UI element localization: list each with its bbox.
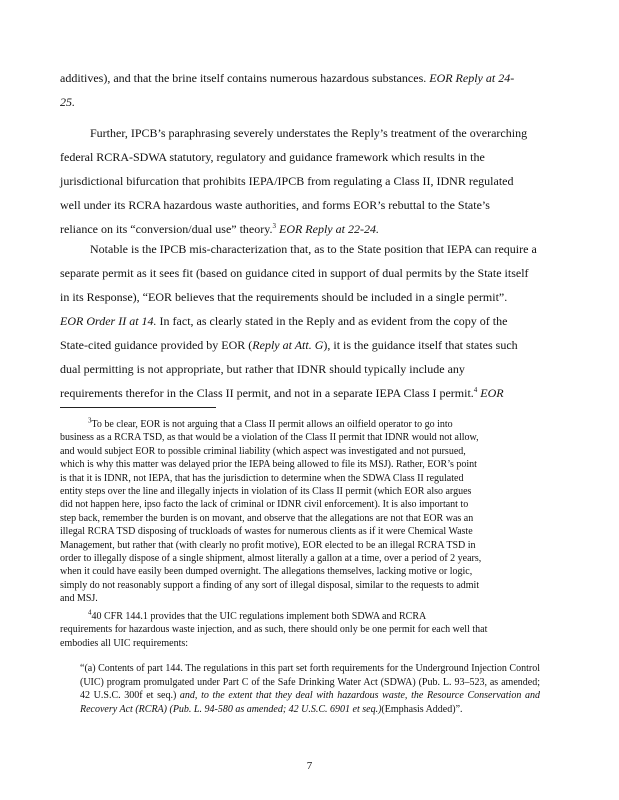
footnote-line: and would subject EOR to possible criminal liability (which aspect was investigated and not pursued, (60, 445, 466, 457)
text-line: requirements therefor in the Class II permit, and not in a separate IEPA Class I permit. (60, 386, 474, 400)
footnote-line: entity steps over the line and illegally injects in violation of its Class II permit (which EOR also argues (60, 486, 472, 498)
paragraph-framework (60, 121, 560, 241)
footnote-line: Management, but rather that (with clearly no profit motive), EOR elected to be an illegal RCRA TSD in (60, 539, 476, 551)
citation: 25. (60, 95, 75, 109)
regulation-quote (80, 662, 540, 716)
footnote-4 (60, 610, 560, 650)
footnote-line: and MSJ. (60, 593, 98, 605)
paragraph-mischaracterization (60, 237, 560, 405)
text-line: additives), and that the brine itself contains numerous hazardous substances. (60, 71, 427, 85)
quote-text: “(a) Contents of part 144. The regulations in this part set forth requirements for the Underground Injection Control (UIC) program promulgated under Part C of the Safe Drinking Water Act (SDWA) (Pub. L. 93–523, as amended; 42 U.S.C. 300f et seq.) (80, 663, 540, 702)
footnote-line: order to illegally dispose of a single shipment, almost literally a gallon at a time, over a period of 2 years, (60, 553, 482, 565)
footnote-ref: 4 (473, 386, 478, 394)
paragraph-continuation (60, 66, 560, 114)
footnote-line: simply do not reasonably support a finding of any sort of illegal disposal, similar to the requests to admit (60, 579, 480, 591)
citation: EOR Reply at 24- (429, 71, 515, 85)
quote-text: (Emphasis Added)”. (381, 703, 463, 715)
footnote-line: illegal RCRA TSD disposing of truckloads of wastes for numerous clients as if it were Chemical Waste (60, 526, 473, 538)
footnote-line: To be clear, EOR is not arguing that a Class II permit allows an oilfield operator to go into (91, 419, 453, 430)
text-line: ), it is the guidance itself that states such (323, 338, 518, 352)
citation: EOR Reply at 22-24. (278, 222, 379, 236)
footnote-marker: 4 (88, 608, 92, 617)
footnote-line: embodies all UIC requirements: (60, 637, 189, 649)
text-line: In fact, as clearly stated in the Reply and as evident from the copy of the (159, 314, 508, 328)
footnote-divider (60, 407, 216, 408)
citation: Reply at Att. G (252, 338, 324, 352)
footnote-line: when it could have easily been dumped overnight. The allegations themselves, lacking motive or logic, (60, 566, 473, 578)
footnote-line: step back, remember the burden is on movant, and observe that the allegations are not that EOR was an (60, 512, 474, 524)
text-line: reliance on its “conversion/dual use” theory. (60, 222, 273, 236)
text-line: well under its RCRA hazardous waste authorities, and forms EOR’s rebuttal to the State’s (60, 198, 490, 212)
footnote-line: which is why this matter was delayed prior the IEPA being allowed to file its MSJ). Rather, EOR’s point (60, 459, 477, 471)
footnote-line: is that it is IDNR, not IEPA, that has the jurisdiction to determine when the SDWA Class II regulated (60, 472, 464, 484)
citation: EOR (480, 386, 504, 400)
footnote-line: business as a RCRA TSD, as that would be a violation of the Class II permit that IDNR would not allow, (60, 432, 479, 444)
footnote-ref: 3 (272, 222, 276, 230)
text-line: jurisdictional bifurcation that prohibits IEPA/IPCB from regulating a Class II, IDNR regulated (60, 174, 514, 188)
text-line: Further, IPCB’s paraphrasing severely understates the Reply’s treatment of the overarching (90, 126, 528, 140)
footnote-line: 40 CFR 144.1 provides that the UIC regulations implement both SDWA and RCRA (91, 611, 427, 622)
footnote-line: requirements for hazardous waste injection, and as such, there should only be one permit for each well that (60, 624, 488, 636)
footnote-3 (60, 418, 560, 606)
text-line: Notable is the IPCB mis-characterization that, as to the State position that IEPA can require a (90, 242, 537, 256)
footnote-marker: 3 (88, 416, 92, 425)
footnote-line: did not happen here, ipso facto the lack of criminal or IDNR civil enforcement). It is also important to (60, 499, 469, 511)
text-line: dual permitting is not appropriate, but rather that IDNR should typically include any (60, 362, 465, 376)
quote-emphasis: and, to the extent that they deal with hazardous waste, the Resource Conservation and Recovery Act (RCRA) (Pub. L. 94-580 as amended; 42 U.S.C. 6901 et seq.) (80, 690, 540, 715)
text-line: separate permit as it sees fit (based on guidance cited in support of dual permits by the State itself (60, 266, 529, 280)
text-line: federal RCRA-SDWA statutory, regulatory and guidance framework which results in the (60, 150, 485, 164)
page-number: 7 (306, 760, 313, 772)
text-line: in its Response), “EOR believes that the requirements should be included in a single permit”. (60, 290, 508, 304)
citation: EOR Order II at 14. (60, 314, 157, 328)
text-line: State-cited guidance provided by EOR ( (60, 338, 253, 352)
